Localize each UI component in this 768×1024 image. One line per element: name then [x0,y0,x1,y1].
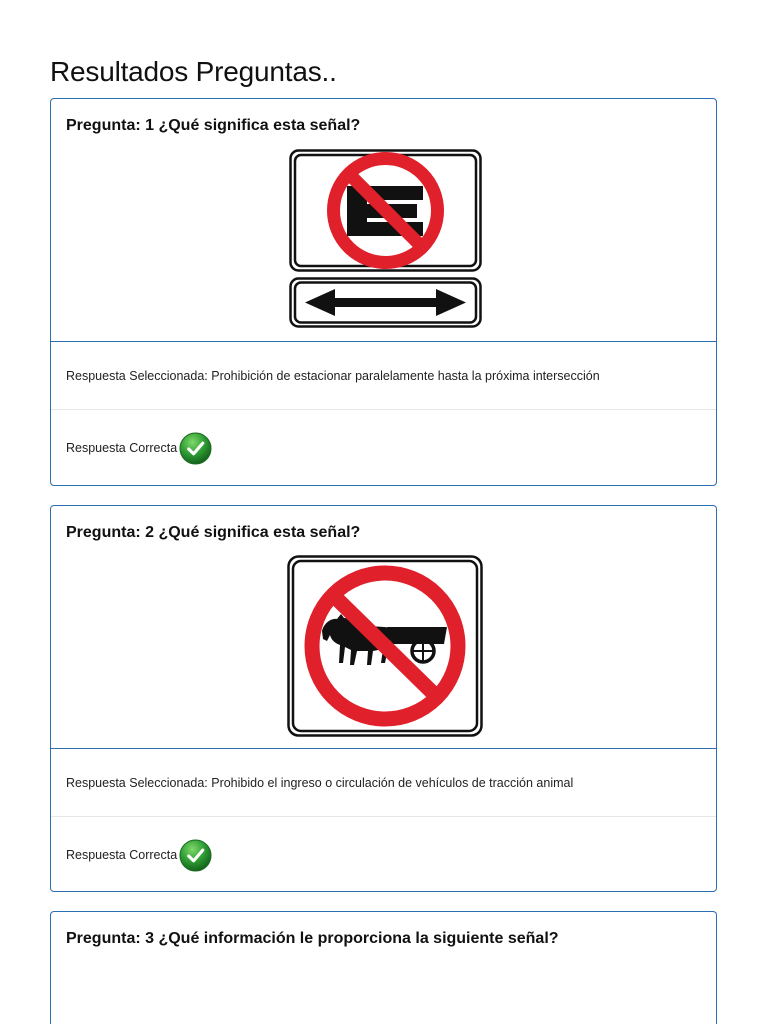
question-card-2 [50,505,717,892]
green-check-icon [179,839,212,872]
question-header-2 [51,506,716,749]
question-card-1 [50,98,717,486]
no-animal-drawn-vehicles-sign-icon [287,555,483,737]
question-header-3 [51,912,716,988]
page-title: Resultados Preguntas.. [50,56,337,87]
selected-answer-row-1 [51,342,716,410]
result-row-1 [51,410,716,486]
question-text-2: Pregunta: 2 ¿Qué significa esta señal? [66,524,361,541]
result-row-2 [51,817,716,892]
selected-answer-row-2 [51,749,716,817]
question-card-3 [50,911,717,1024]
selected-answer-text-1: Respuesta Seleccionada: Prohibición de estacionar paralelamente hasta la próxima intersección [66,368,600,383]
result-text-2: Respuesta Correcta [66,848,178,862]
no-parking-both-directions-sign-icon [289,149,483,329]
question-text-3: Pregunta: 3 ¿Qué información le proporciona la siguiente señal? [66,930,559,947]
green-check-icon [179,432,212,465]
selected-answer-text-2: Respuesta Seleccionada: Prohibido el ingreso o circulación de vehículos de tracción animal [66,775,574,790]
result-text-1: Respuesta Correcta [66,441,178,455]
question-text-1: Pregunta: 1 ¿Qué significa esta señal? [66,117,361,134]
question-header-1 [51,99,716,342]
